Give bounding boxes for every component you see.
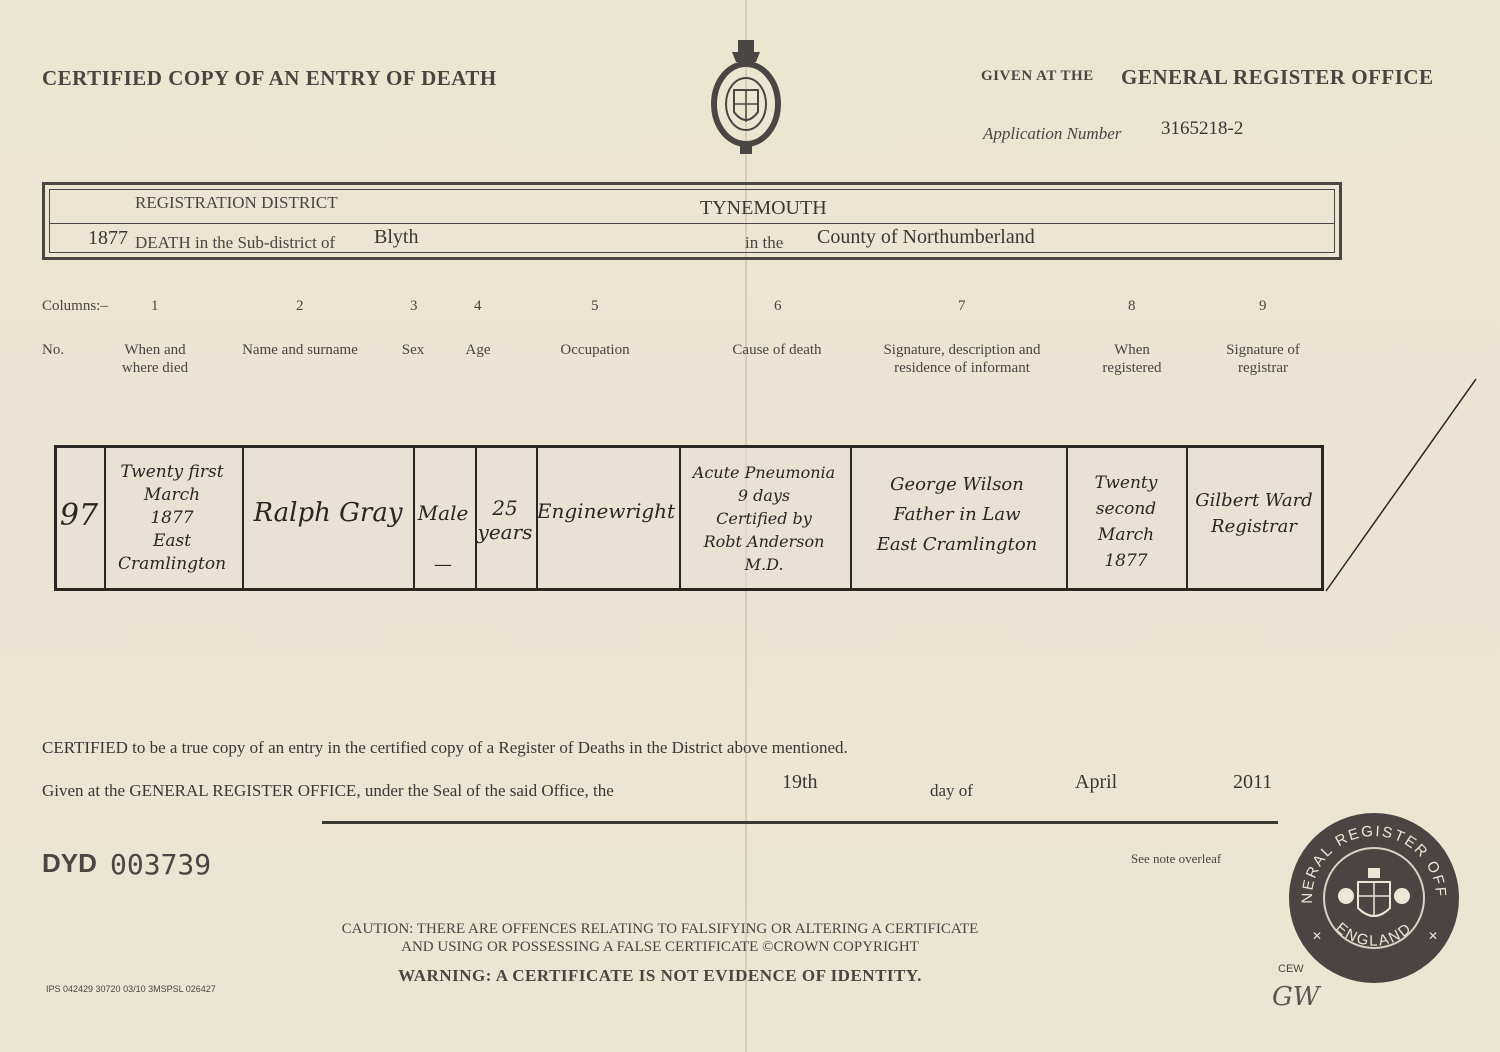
- royal-coat-of-arms-icon: [708, 36, 784, 163]
- registration-district-label: REGISTRATION DISTRICT: [135, 193, 338, 212]
- royal-arms-stamp-icon: [1288, 812, 1460, 989]
- column-number-8: 8: [1128, 298, 1136, 314]
- column-header-no: No.: [42, 342, 65, 358]
- svg-text:GENERAL REGISTER OFFICE: NERAL REGISTER OFF: [1298, 822, 1450, 904]
- registration-year: 1877: [88, 227, 128, 249]
- entry-when-where-died: Twenty first March 1877 East Cramlington: [117, 462, 227, 574]
- day-of-label: day of: [930, 781, 973, 800]
- column-number-3: 3: [410, 298, 418, 314]
- column-header-sex: Sex: [401, 342, 425, 358]
- application-number-label: Application Number: [983, 124, 1122, 143]
- svg-text:ENGLAND: ENGLAND: [1332, 919, 1416, 950]
- death-subdistrict-label: DEATH in the Sub-district of: [135, 233, 336, 252]
- initials-code: CEW: [1278, 963, 1304, 975]
- certification-given-at: Given at the GENERAL REGISTER OFFICE, under the Seal of the said Office, the: [42, 781, 614, 800]
- given-at-office: GENERAL REGISTER OFFICE: [1121, 65, 1434, 89]
- see-note-overleaf: See note overleaf: [1131, 851, 1222, 866]
- column-header-when-registered: When registered: [1102, 342, 1162, 376]
- print-code: IPS 042429 30720 03/10 3MSPSL 026427: [46, 984, 216, 994]
- column-number-2: 2: [296, 298, 304, 314]
- entry-occupation: Enginewright: [536, 499, 676, 523]
- in-the-label: in the: [745, 233, 784, 252]
- svg-text:✕: ✕: [1312, 929, 1323, 943]
- application-number: 3165218-2: [1161, 118, 1244, 139]
- certification-day: 19th: [782, 771, 818, 793]
- columns-prefix: Columns:–: [42, 298, 108, 314]
- county-value: County of Northumberland: [817, 226, 1035, 248]
- column-header-occupation: Occupation: [560, 342, 630, 358]
- cancellation-line: [1320, 375, 1480, 595]
- column-header-when-where-died: When and where died: [121, 342, 189, 376]
- certification-statement: CERTIFIED to be a true copy of an entry in the certified copy of a Register of Deaths in the District above mentioned.: [42, 738, 848, 757]
- column-number-1: 1: [151, 298, 159, 314]
- serial-number: 003739: [110, 848, 212, 881]
- certification-month: April: [1075, 771, 1118, 793]
- initials-signature: GW: [1272, 982, 1320, 1012]
- caution-line-1: CAUTION: THERE ARE OFFENCES RELATING TO FALSIFYING OR ALTERING A CERTIFICATE: [341, 921, 979, 937]
- column-header-cause: Cause of death: [732, 342, 822, 358]
- svg-text:✕: ✕: [1428, 929, 1439, 943]
- entry-informant: George Wilson Father in Law East Cramlington: [876, 474, 1038, 555]
- certification-year: 2011: [1233, 771, 1273, 793]
- column-header-age: Age: [465, 342, 491, 358]
- serial-prefix: DYD: [42, 848, 97, 878]
- entry-sex: Male: [417, 501, 469, 525]
- subdistrict-value: Blyth: [374, 226, 419, 248]
- signature-rule: [322, 821, 1278, 824]
- column-number-5: 5: [591, 298, 599, 314]
- column-header-informant: Signature, description and residence of informant: [883, 342, 1041, 376]
- column-number-4: 4: [474, 298, 482, 314]
- column-header-name: Name and surname: [242, 342, 358, 358]
- entry-age: 25 years: [477, 496, 533, 544]
- entry-when-registered: Twenty second March 1877: [1094, 473, 1158, 571]
- caution-line-2: AND USING OR POSSESSING A FALSE CERTIFICATE ©CROWN COPYRIGHT: [401, 939, 919, 955]
- column-number-7: 7: [958, 298, 966, 314]
- given-at-prefix: GIVEN AT THE: [981, 68, 1094, 84]
- entry-number: 97: [59, 498, 99, 533]
- entry-registrar-signature: Gilbert Ward Registrar: [1195, 490, 1313, 537]
- warning-identity: WARNING: A CERTIFICATE IS NOT EVIDENCE OF IDENTITY.: [398, 966, 922, 985]
- column-number-6: 6: [774, 298, 782, 314]
- entry-cause-of-death: Acute Pneumonia 9 days Certified by Robt Anderson M.D.: [692, 463, 836, 574]
- entry-sex-dash: —: [434, 554, 452, 575]
- column-header-registrar-signature: Signature of registrar: [1226, 342, 1300, 376]
- certificate-title: CERTIFIED COPY OF AN ENTRY OF DEATH: [42, 66, 497, 90]
- registration-district-value: TYNEMOUTH: [700, 197, 827, 219]
- column-number-9: 9: [1259, 298, 1267, 314]
- entry-name: Ralph Gray: [253, 498, 403, 528]
